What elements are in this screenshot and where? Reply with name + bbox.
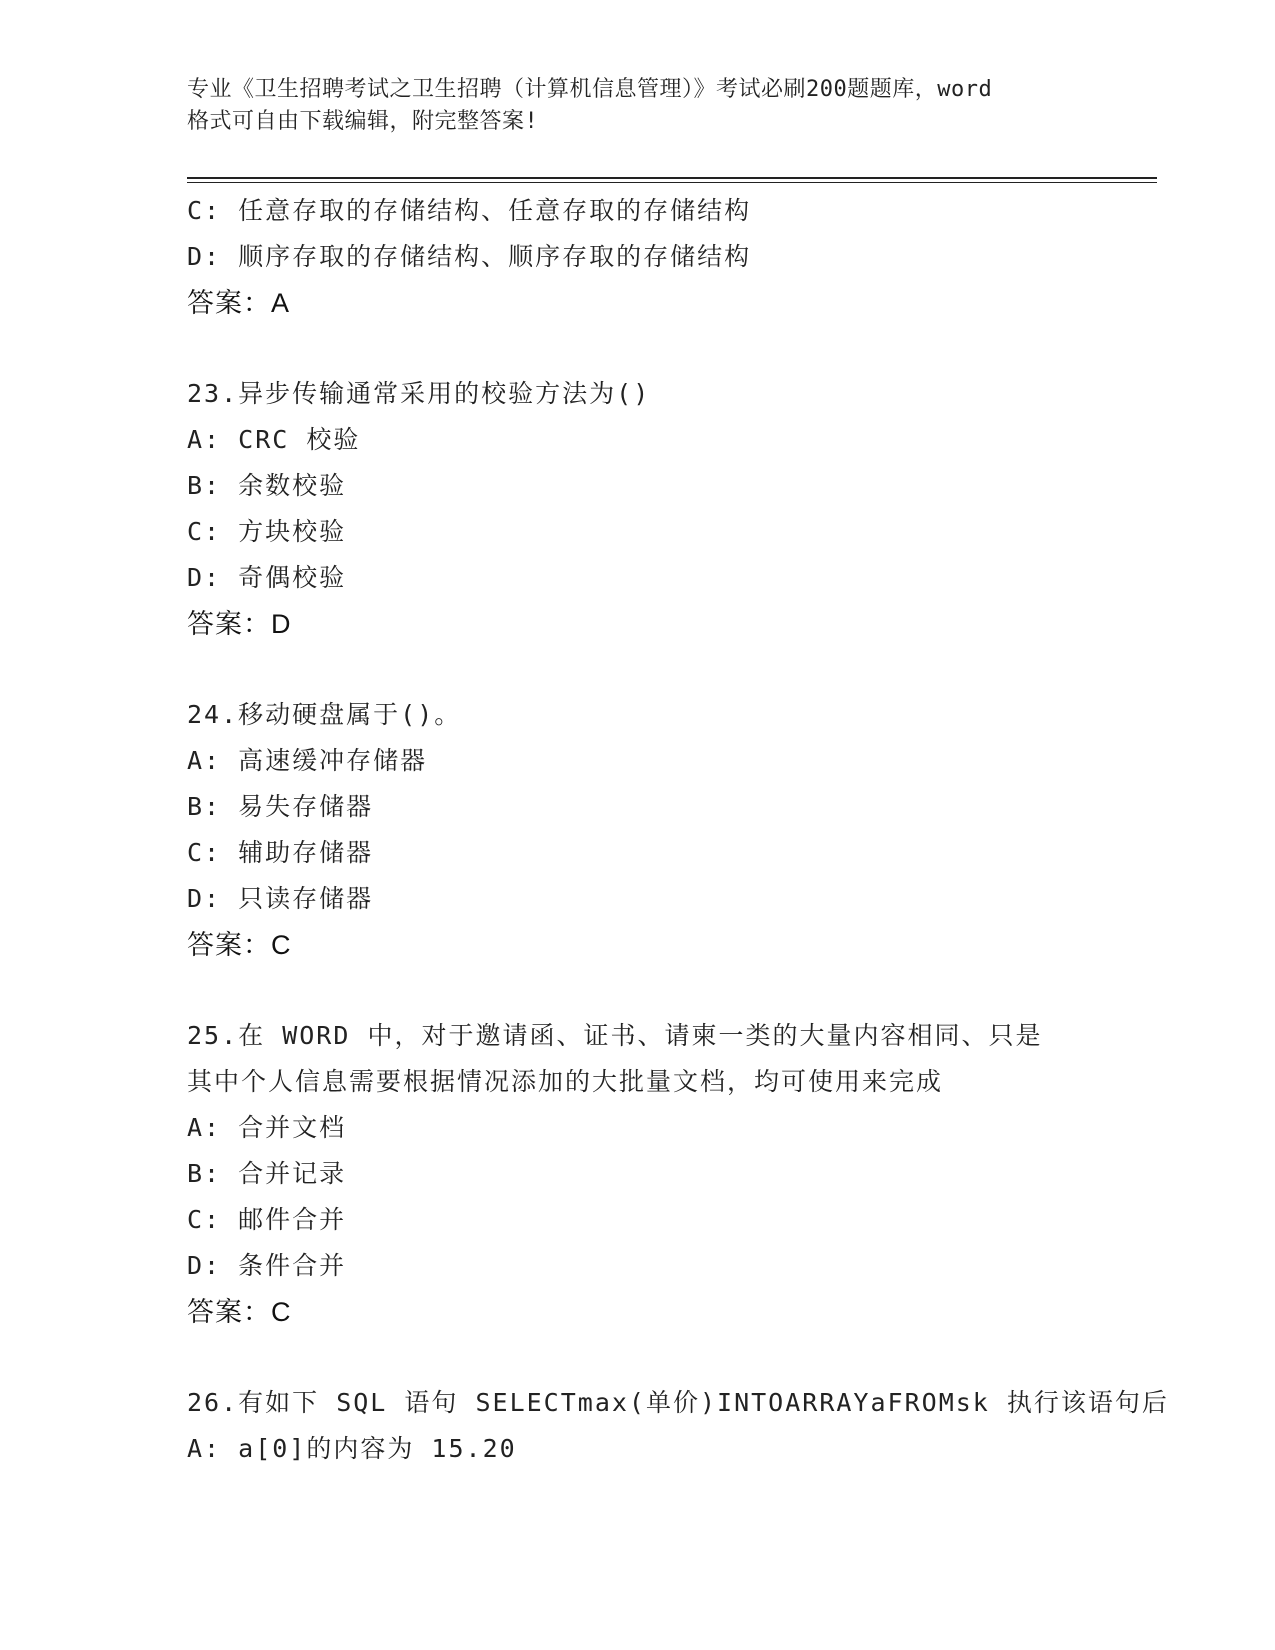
- option-d: D: 奇偶校验: [187, 563, 347, 592]
- question-title: 24.移动硬盘属于()。: [187, 700, 462, 729]
- answer-line: 答案：C: [187, 930, 292, 960]
- spacer: [187, 968, 1147, 1013]
- option-c: C: 邮件合并: [187, 1205, 347, 1234]
- question-title: 23.异步传输通常采用的校验方法为(): [187, 379, 651, 408]
- spacer: [187, 1335, 1147, 1380]
- question-title-line-2: 其中个人信息需要根据情况添加的大批量文档，均可使用来完成: [187, 1067, 944, 1096]
- option-a: A: CRC 校验: [187, 425, 361, 454]
- option-d: D: 条件合并: [187, 1251, 347, 1280]
- document-header: [187, 74, 1087, 138]
- option-c: C: 辅助存储器: [187, 838, 374, 867]
- question-title-line-1: 25.在 WORD 中，对于邀请函、证书、请柬一类的大量内容相同、只是: [187, 1021, 1043, 1050]
- option-a: A: 合并文档: [187, 1113, 347, 1142]
- option-b: B: 余数校验: [187, 471, 347, 500]
- header-line-1: 专业《卫生招聘考试之卫生招聘（计算机信息管理）》考试必刷200题题库，word: [187, 77, 993, 102]
- option-b: B: 合并记录: [187, 1159, 347, 1188]
- spacer: [187, 326, 1147, 371]
- answer-line: 答案：D: [187, 609, 292, 639]
- option-d: D: 顺序存取的存储结构、顺序存取的存储结构: [187, 242, 752, 271]
- option-c: C: 方块校验: [187, 517, 347, 546]
- option-c: C: 任意存取的存储结构、任意存取的存储结构: [187, 196, 752, 225]
- header-divider-thick: [187, 177, 1157, 179]
- answer-line: 答案：A: [187, 288, 291, 318]
- option-b: B: 易失存储器: [187, 792, 374, 821]
- question-list: [187, 188, 1169, 1472]
- header-divider-thin: [187, 182, 1157, 183]
- answer-line: 答案：C: [187, 1297, 292, 1327]
- question-title: 26.有如下 SQL 语句 SELECTmax(单价)INTOARRAYaFROMsk 执行该语句后: [187, 1388, 1169, 1417]
- spacer: [187, 647, 1147, 692]
- header-line-2: 格式可自由下载编辑，附完整答案!: [187, 109, 539, 134]
- option-d: D: 只读存储器: [187, 884, 374, 913]
- option-a: A: a[0]的内容为 15.20: [187, 1434, 517, 1463]
- option-a: A: 高速缓冲存储器: [187, 746, 428, 775]
